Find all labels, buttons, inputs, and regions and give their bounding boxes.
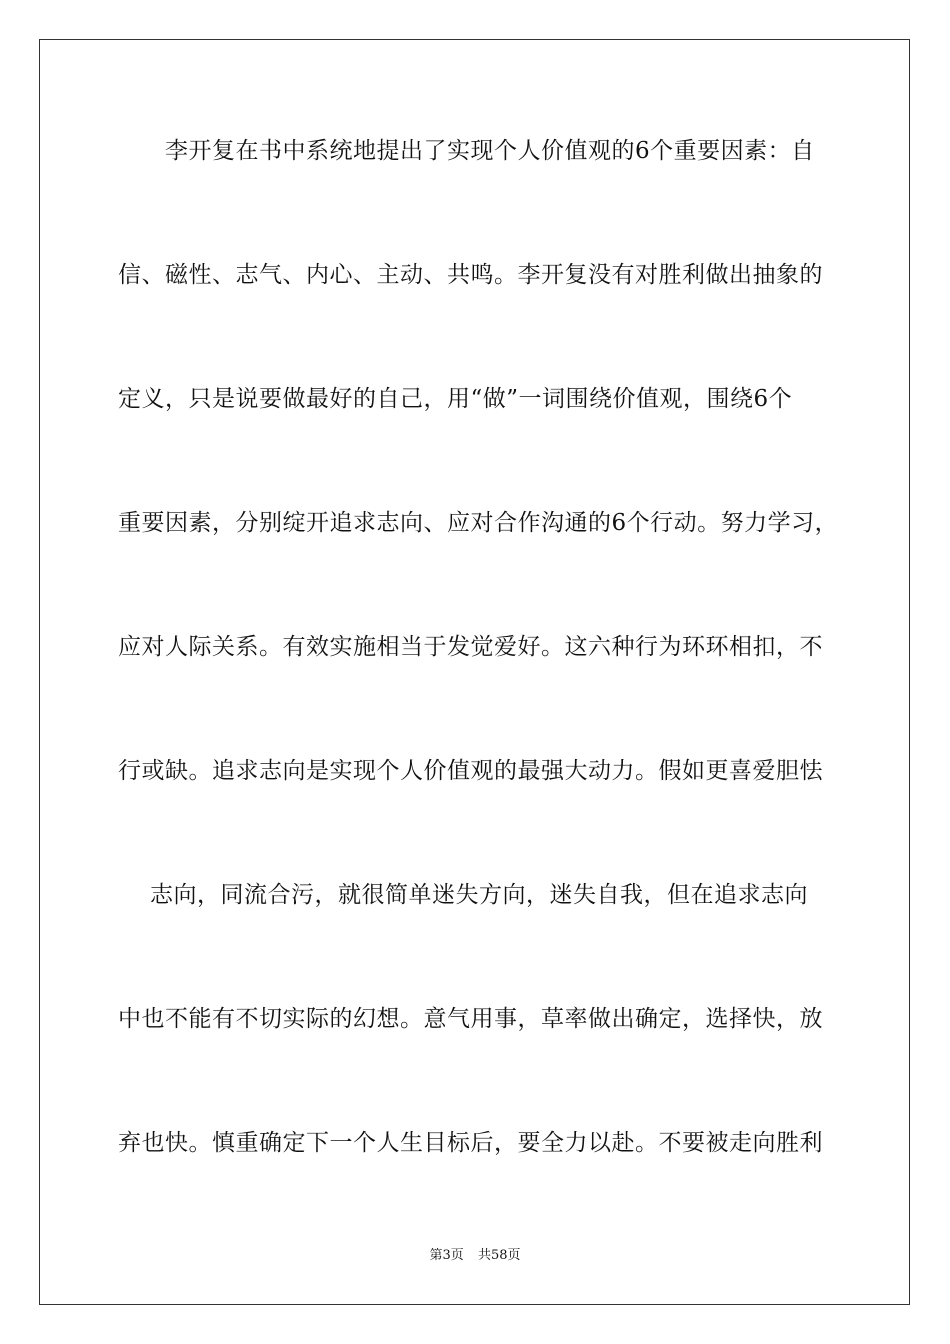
page-total: 共58页 (477, 1248, 521, 1263)
text-line-3: 定义，只是说要做最好的自己，用“做”一词围绕价值观，围绕6个 (118, 386, 793, 412)
page-frame (39, 39, 910, 1305)
page-number: 第3页 (429, 1248, 464, 1263)
text-line-7: 志向，同流合污，就很简单迷失方向，迷失自我，但在追求志向 (150, 882, 808, 908)
text-line-1: 李开复在书中系统地提出了实现个人价值观的6个重要因素：自 (165, 138, 815, 164)
text-line-8: 中也不能有不切实际的幻想。意气用事，草率做出确定，选择快，放 (118, 1006, 823, 1032)
text-line-5: 应对人际关系。有效实施相当于发觉爱好。这六种行为环环相扣，不 (118, 634, 823, 660)
text-line-9: 弃也快。慎重确定下一个人生目标后，要全力以赴。不要被走向胜利 (118, 1130, 823, 1156)
page-footer (0, 1247, 950, 1265)
text-line-6: 行或缺。追求志向是实现个人价值观的最强大动力。假如更喜爱胆怯 (118, 758, 823, 784)
text-line-4: 重要因素，分别绽开追求志向、应对合作沟通的6个行动。努力学习， (118, 510, 839, 536)
text-line-2: 信、磁性、志气、内心、主动、共鸣。李开复没有对胜利做出抽象的 (118, 262, 823, 288)
